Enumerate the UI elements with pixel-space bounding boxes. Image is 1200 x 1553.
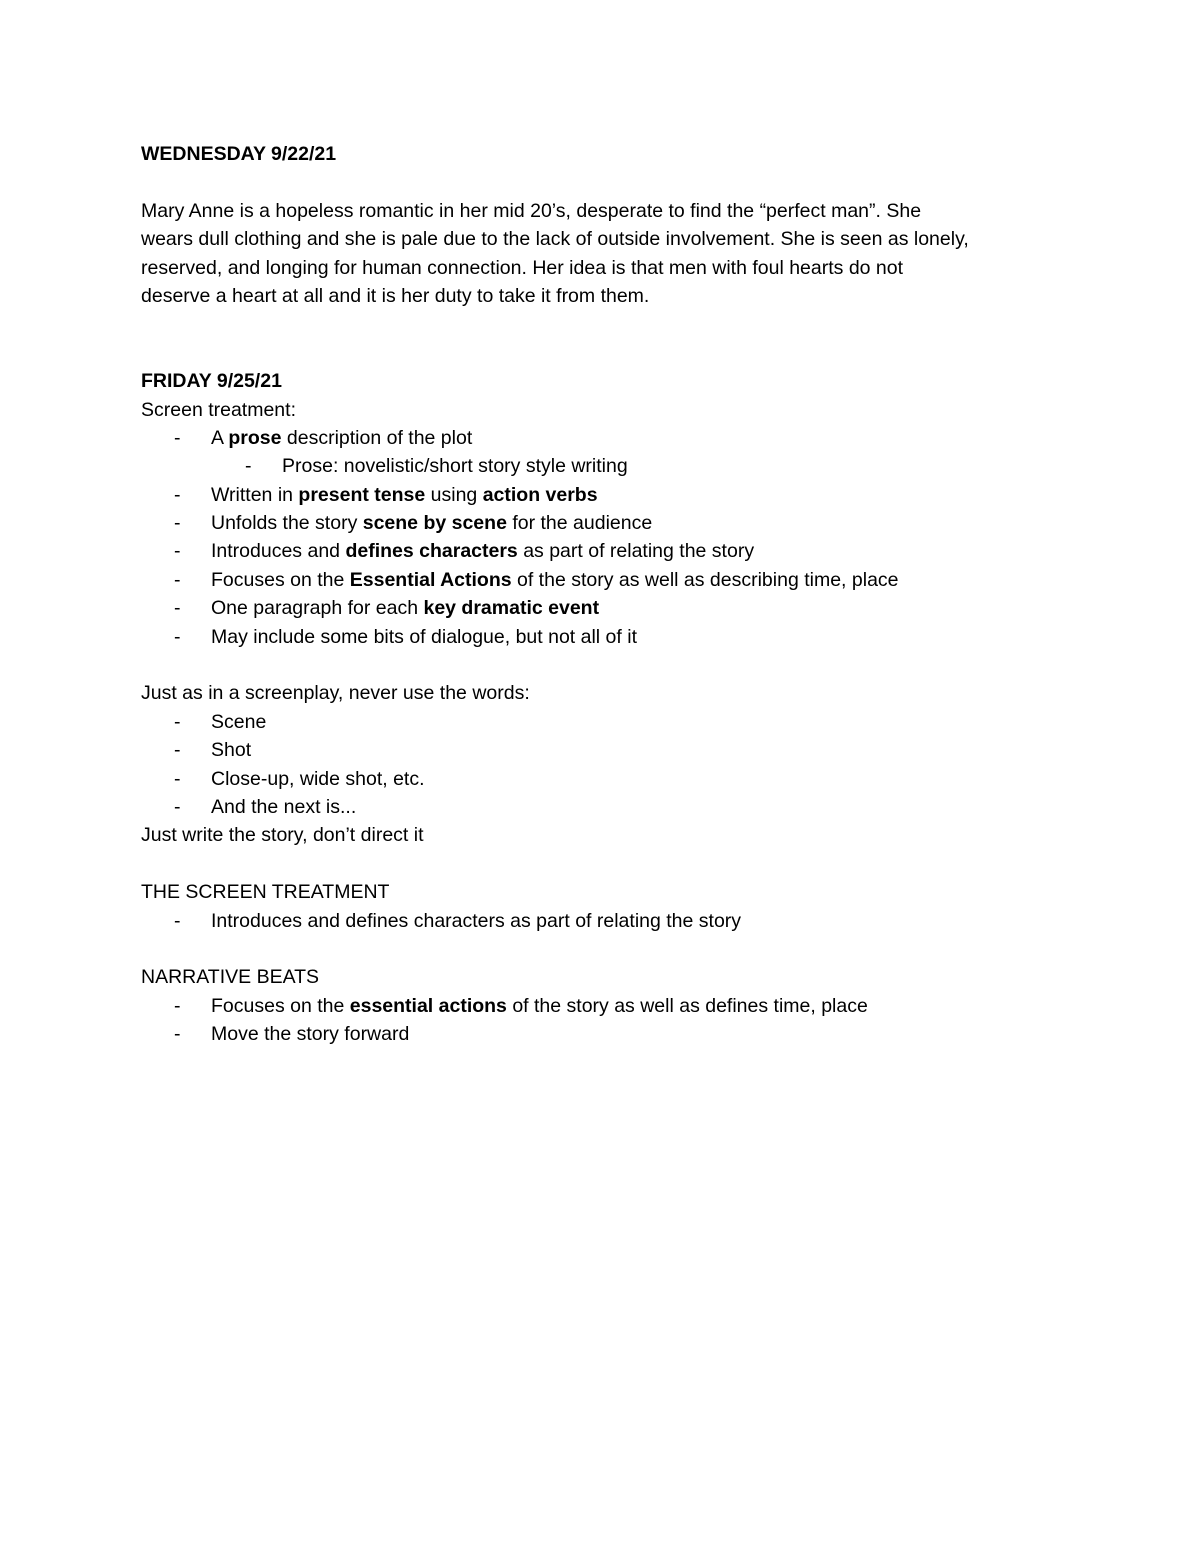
list-item: - May include some bits of dialogue, but not all of it [141,623,1081,651]
bullet-dash: - [174,767,181,790]
paragraph-line: wears dull clothing and she is pale due to the lack of outside involvement. She is seen as lonely, [141,228,969,251]
bullet-dash: - [174,625,181,648]
bullet-dash: - [245,455,252,478]
bullet-dash: - [174,597,181,620]
bullet-dash: - [174,568,181,591]
document-page [141,140,1081,1049]
narrative-beats-heading: NARRATIVE BEATS [141,966,320,989]
list-item-nested: - Prose: novelistic/short story style writing [141,452,1081,480]
bullet-dash: - [174,796,181,818]
character-description-paragraph [141,197,1081,311]
bullet-dash: - [174,1023,181,1046]
paragraph-line: deserve a heart at all and it is her duty to take it from them. [141,284,650,307]
bullet-dash: - [174,426,181,449]
bullet-dash: - [174,540,181,563]
list-item: - Shot [141,736,1081,764]
screen-treatment-list [141,424,1081,651]
list-item: - Introduces and defines characters as part of relating the story [141,537,1081,565]
list-item: - Written in present tense using action verbs [141,481,1081,509]
list-item: - And the next is... [141,793,1081,821]
list-item: - Move the story forward [141,1020,1081,1048]
list-item: - Focuses on the essential actions of the story as well as defines time, place [141,992,1081,1020]
friday-heading: FRIDAY 9/25/21 [141,370,282,393]
bullet-dash: - [174,483,181,506]
never-use-list [141,708,1081,822]
paragraph-line: Mary Anne is a hopeless romantic in her mid 20’s, desperate to find the “perfect man”. She [141,199,922,222]
paragraph-line: reserved, and longing for human connection. Her idea is that men with foul hearts do not [141,256,904,279]
bullet-dash: - [174,710,181,733]
list-item: - Scene [141,708,1081,736]
list-item: - A prose description of the plot [141,424,1081,452]
list-item: - Focuses on the Essential Actions of the story as well as describing time, place [141,566,1081,594]
never-use-closing: Just write the story, don’t direct it [141,824,424,847]
list-item: - Introduces and defines characters as part of relating the story [141,907,1081,935]
list-item: - One paragraph for each key dramatic event [141,594,1081,622]
list-item: - Unfolds the story scene by scene for the audience [141,509,1081,537]
list-item: - Close-up, wide shot, etc. [141,765,1081,793]
never-use-intro: Just as in a screenplay, never use the words: [141,682,530,705]
bullet-dash: - [174,994,181,1017]
wednesday-heading: WEDNESDAY 9/22/21 [141,143,337,165]
screen-treatment-heading: THE SCREEN TREATMENT [141,881,390,904]
bullet-dash: - [174,512,181,535]
bullet-dash: - [174,909,181,932]
screen-treatment-intro: Screen treatment: [141,398,296,421]
bullet-dash: - [174,739,181,762]
